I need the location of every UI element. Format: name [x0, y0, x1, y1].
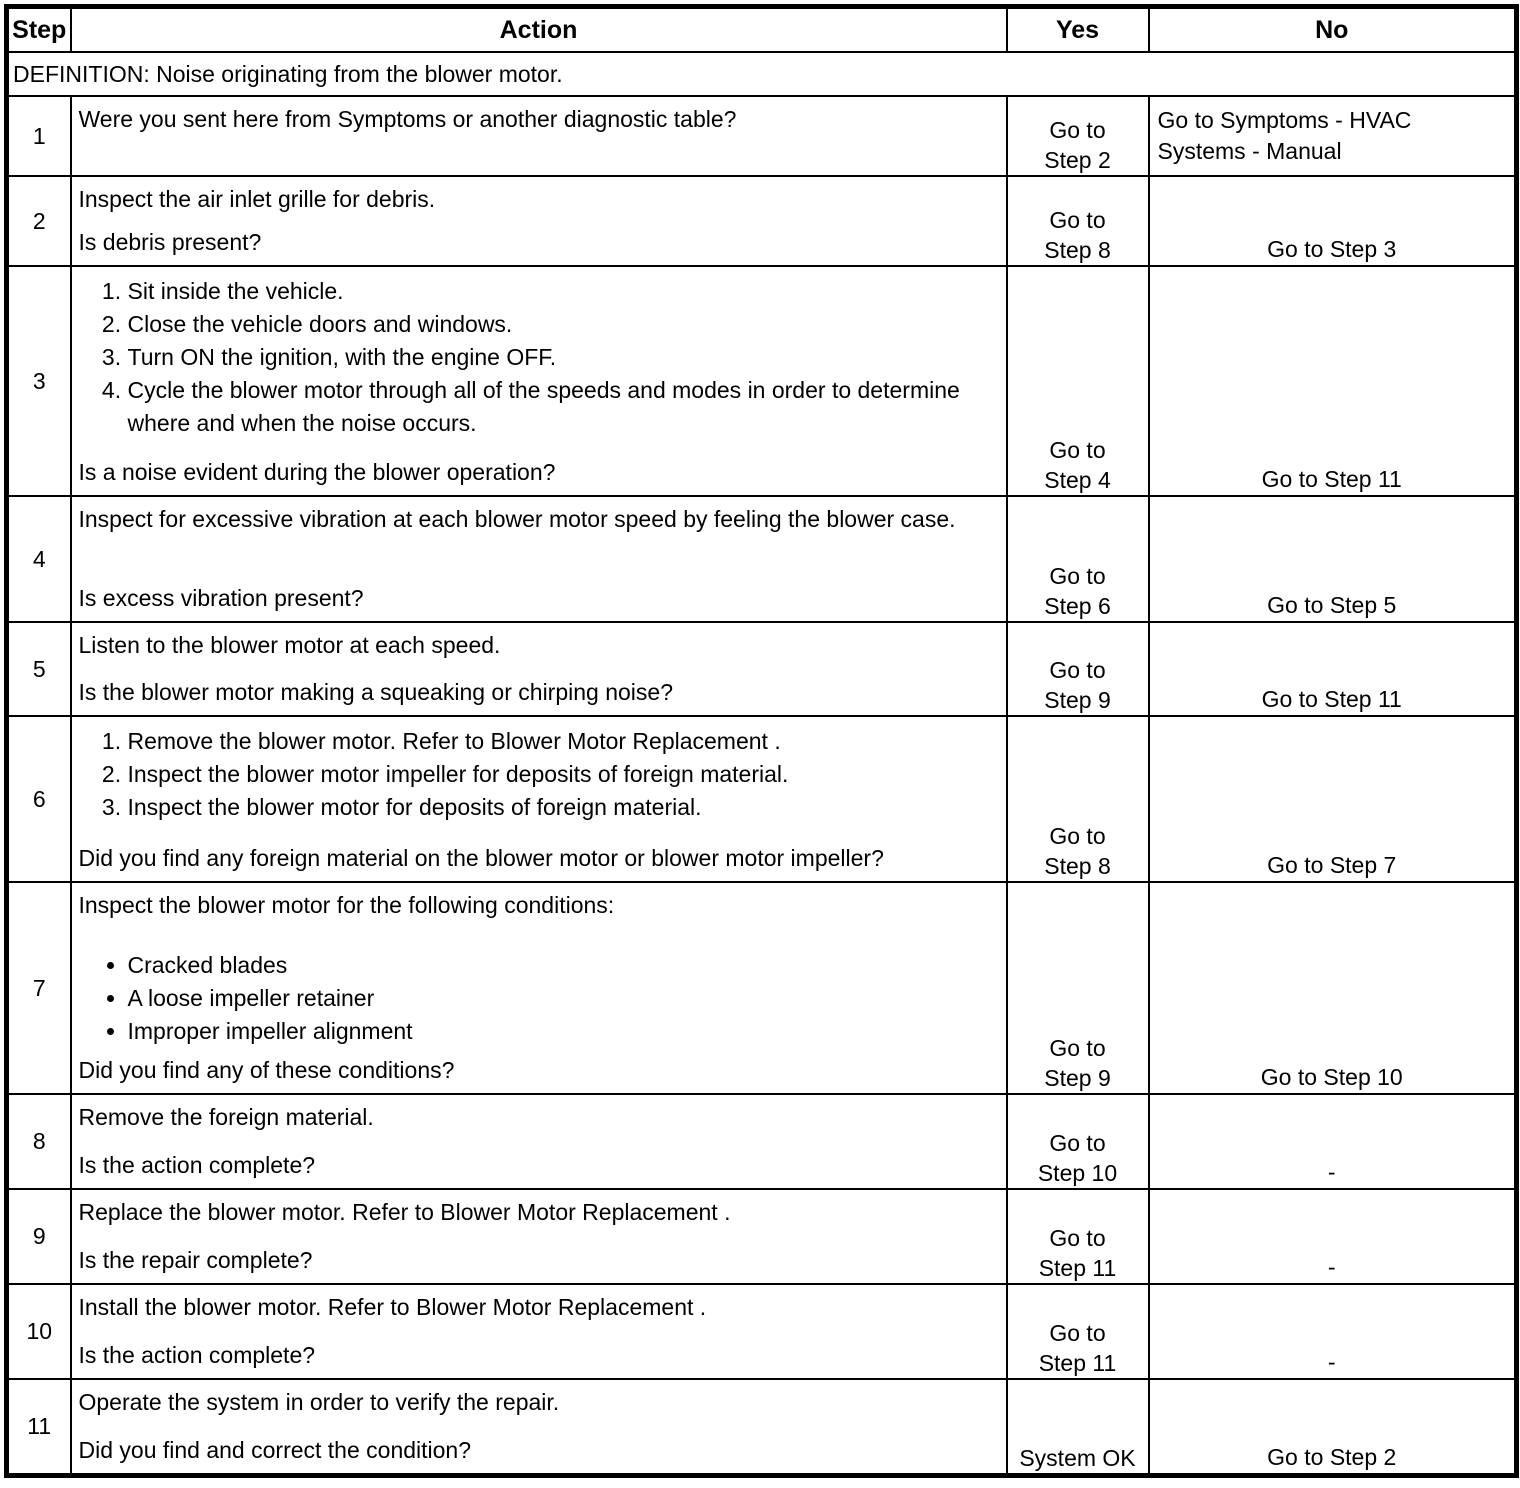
yes-text: Step 11	[1038, 1255, 1117, 1281]
action-numbered-list	[72, 267, 1006, 440]
diagnostic-table	[4, 4, 1519, 1478]
yes-text: Step 4	[1044, 467, 1111, 493]
action-cell	[71, 496, 1007, 622]
list-item: • A loose impeller retainer	[128, 982, 992, 1015]
action-cell	[71, 1189, 1007, 1284]
table-row	[7, 1094, 1517, 1189]
no-cell	[1149, 716, 1517, 882]
no-text: Go to Step 11	[1261, 686, 1402, 712]
yes-text: Go to	[1049, 657, 1106, 683]
question-text: Did you find and correct the condition?	[78, 1436, 472, 1463]
no-cell	[1149, 622, 1517, 716]
table-row	[7, 1189, 1517, 1284]
action-cell	[71, 176, 1007, 266]
no-text: Go to Step 10	[1260, 1064, 1403, 1090]
action-text: Inspect for excessive vibration at each blower motor speed by feeling the blower case.	[78, 506, 956, 532]
action-cell	[71, 716, 1007, 882]
action-cell	[71, 266, 1007, 496]
column-header-action: Action	[71, 7, 1007, 53]
yes-cell	[1007, 1094, 1149, 1189]
action-text: Were you sent here from Symptoms or another diagnostic table?	[78, 106, 737, 132]
step-number: 10	[7, 1284, 71, 1379]
table-row	[7, 882, 1517, 1094]
yes-text: Go to	[1049, 1320, 1106, 1346]
yes-text: Go to	[1049, 207, 1106, 233]
question-text: Is the repair complete?	[78, 1247, 313, 1273]
action-text: Operate the system in order to verify the repair.	[78, 1389, 560, 1415]
yes-cell	[1007, 716, 1149, 882]
yes-text: Go to	[1049, 1225, 1106, 1251]
yes-text: Step 9	[1044, 687, 1111, 713]
action-text: Remove the foreign material.	[78, 1104, 374, 1130]
yes-text: Go to	[1049, 1035, 1106, 1061]
yes-cell	[1007, 622, 1149, 716]
step-number: 9	[7, 1189, 71, 1284]
no-cell	[1149, 496, 1517, 622]
yes-text: Go to	[1049, 437, 1106, 463]
table-row	[7, 176, 1517, 266]
no-cell	[1149, 96, 1517, 176]
yes-text: Go to	[1049, 1130, 1106, 1156]
no-cell	[1149, 882, 1517, 1094]
list-item: 2. Close the vehicle doors and windows.	[128, 308, 992, 341]
yes-cell	[1007, 1189, 1149, 1284]
yes-cell	[1007, 1379, 1149, 1475]
no-text: Go to Step 2	[1267, 1443, 1397, 1470]
action-cell	[71, 1379, 1007, 1475]
list-item: 1. Remove the blower motor. Refer to Blower Motor Replacement .	[128, 725, 992, 758]
table-row	[7, 496, 1517, 622]
no-text: -	[1327, 1254, 1336, 1280]
header-row	[7, 7, 1517, 53]
yes-text: Step 8	[1044, 853, 1111, 879]
definition-row	[7, 52, 1517, 96]
question-text: Is the blower motor making a squeaking or chirping noise?	[78, 679, 673, 705]
no-cell	[1149, 266, 1517, 496]
yes-text: System OK	[1019, 1444, 1136, 1471]
action-text: Install the blower motor. Refer to Blower Motor Replacement .	[78, 1294, 707, 1320]
yes-text: Step 9	[1044, 1065, 1111, 1091]
list-item: • Improper impeller alignment	[128, 1015, 992, 1048]
yes-text: Step 10	[1037, 1160, 1118, 1186]
column-header-no: No	[1149, 7, 1517, 53]
list-item: • Cracked blades	[128, 949, 992, 982]
no-text: Go to Step 7	[1267, 852, 1397, 878]
action-numbered-list	[72, 717, 1006, 824]
no-text: Systems - Manual	[1157, 138, 1342, 164]
no-cell	[1149, 176, 1517, 266]
yes-text: Step 11	[1038, 1350, 1117, 1376]
action-text: Replace the blower motor. Refer to Blower Motor Replacement .	[78, 1199, 731, 1225]
question-text: Is a noise evident during the blower operation?	[78, 459, 556, 485]
table-row	[7, 96, 1517, 176]
table-row	[7, 1284, 1517, 1379]
no-text: Go to Step 5	[1267, 592, 1397, 618]
step-number: 1	[7, 96, 71, 176]
list-item: 4. Cycle the blower motor through all of the speeds and modes in order to determine where and when the noise occurs.	[128, 374, 992, 440]
list-item: 2. Inspect the blower motor impeller for deposits of foreign material.	[128, 758, 992, 791]
question-text: Is the action complete?	[78, 1152, 316, 1178]
action-bullet-list	[72, 949, 1006, 1048]
list-item: 1. Sit inside the vehicle.	[128, 275, 992, 308]
yes-cell	[1007, 266, 1149, 496]
definition-text: DEFINITION: Noise originating from the blower motor.	[7, 52, 1517, 96]
yes-text: Step 6	[1044, 593, 1111, 619]
no-text: Go to Step 11	[1261, 466, 1402, 492]
no-text: -	[1327, 1349, 1336, 1375]
no-cell	[1149, 1284, 1517, 1379]
step-number: 4	[7, 496, 71, 622]
action-cell	[71, 882, 1007, 1094]
yes-text: Go to	[1049, 823, 1106, 849]
action-cell	[71, 622, 1007, 716]
question-text: Is debris present?	[78, 229, 262, 255]
step-number: 2	[7, 176, 71, 266]
no-text: Go to Symptoms - HVAC	[1157, 107, 1412, 133]
table-row	[7, 622, 1517, 716]
step-number: 8	[7, 1094, 71, 1189]
step-number: 3	[7, 266, 71, 496]
action-cell	[71, 1284, 1007, 1379]
table-row	[7, 266, 1517, 496]
action-cell	[71, 96, 1007, 176]
yes-text: Go to	[1049, 563, 1106, 589]
yes-cell	[1007, 1284, 1149, 1379]
question-text: Did you find any foreign material on the blower motor or blower motor impeller?	[78, 845, 884, 871]
table-row	[7, 1379, 1517, 1475]
yes-cell	[1007, 496, 1149, 622]
question-text: Is the action complete?	[78, 1342, 316, 1368]
question-text: Did you find any of these conditions?	[78, 1057, 455, 1083]
yes-cell	[1007, 176, 1149, 266]
column-header-yes: Yes	[1007, 7, 1149, 53]
no-text: Go to Step 3	[1267, 236, 1397, 262]
no-cell	[1149, 1379, 1517, 1475]
list-item: 3. Turn ON the ignition, with the engine OFF.	[128, 341, 992, 374]
question-text: Is excess vibration present?	[78, 585, 364, 611]
yes-text: Step 2	[1044, 147, 1111, 173]
table-row	[7, 716, 1517, 882]
action-text: Inspect the air inlet grille for debris.	[78, 186, 436, 212]
yes-cell	[1007, 96, 1149, 176]
step-number: 7	[7, 882, 71, 1094]
step-number: 6	[7, 716, 71, 882]
no-text: -	[1327, 1159, 1336, 1185]
yes-cell	[1007, 882, 1149, 1094]
action-cell	[71, 1094, 1007, 1189]
action-text: Listen to the blower motor at each speed.	[78, 632, 501, 658]
action-text: Inspect the blower motor for the following conditions:	[78, 892, 615, 918]
list-item: 3. Inspect the blower motor for deposits of foreign material.	[128, 791, 992, 824]
column-header-step: Step	[7, 7, 71, 53]
step-number: 11	[7, 1379, 71, 1475]
yes-text: Step 8	[1044, 237, 1111, 263]
no-cell	[1149, 1094, 1517, 1189]
step-number: 5	[7, 622, 71, 716]
yes-text: Go to	[1049, 117, 1106, 143]
no-cell	[1149, 1189, 1517, 1284]
